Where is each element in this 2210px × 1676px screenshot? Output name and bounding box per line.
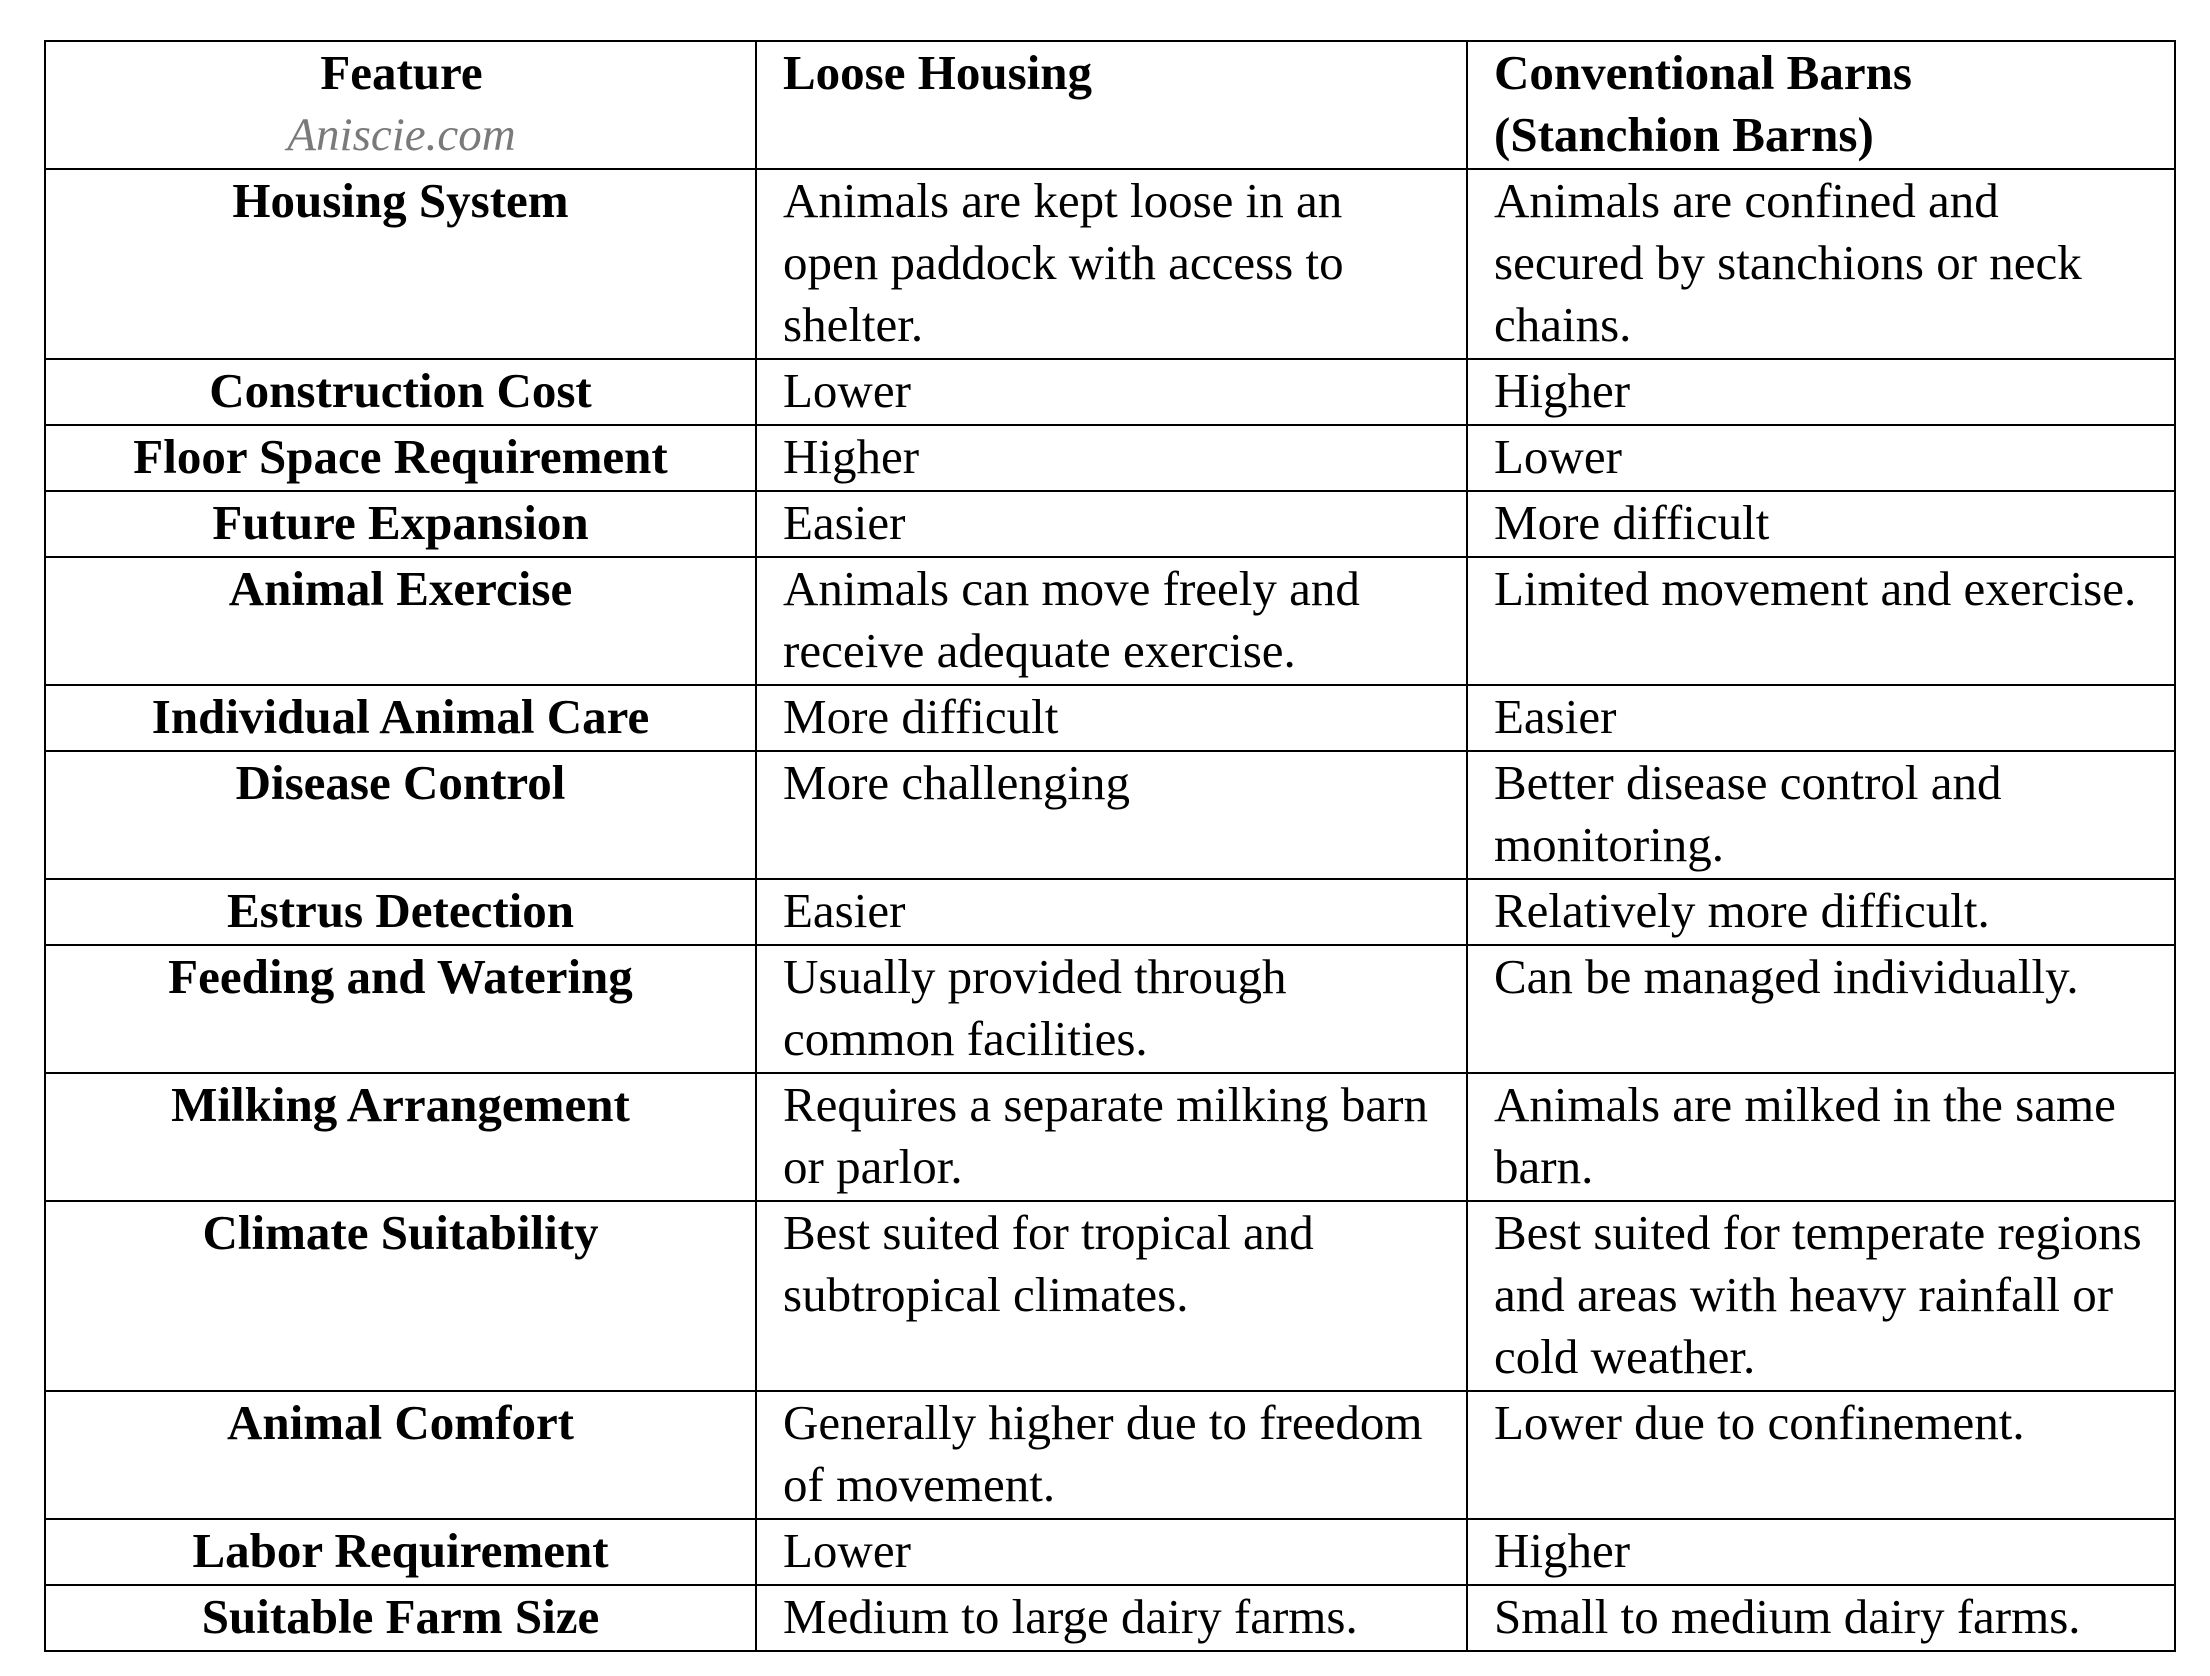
conventional-barns-cell: More difficult bbox=[1467, 491, 2175, 557]
table-row bbox=[45, 169, 2175, 359]
header-loose-label: Loose Housing bbox=[783, 45, 1093, 100]
feature-cell: Feeding and Watering bbox=[45, 945, 756, 1073]
conventional-barns-cell: Relatively more difficult. bbox=[1467, 879, 2175, 945]
conventional-barns-cell: Lower due to confinement. bbox=[1467, 1391, 2175, 1519]
conventional-barns-cell: Animals are milked in the same barn. bbox=[1467, 1073, 2175, 1201]
loose-housing-cell: Animals can move freely and receive adequate exercise. bbox=[756, 557, 1467, 685]
conventional-barns-cell: Easier bbox=[1467, 685, 2175, 751]
feature-cell: Labor Requirement bbox=[45, 1519, 756, 1585]
table-row bbox=[45, 1519, 2175, 1585]
conventional-barns-cell: Animals are confined and secured by stanchions or neck chains. bbox=[1467, 169, 2175, 359]
header-feature bbox=[45, 41, 756, 169]
table-row bbox=[45, 425, 2175, 491]
table-row bbox=[45, 685, 2175, 751]
conventional-barns-cell: Lower bbox=[1467, 425, 2175, 491]
table-header bbox=[45, 41, 2175, 169]
table-row bbox=[45, 359, 2175, 425]
loose-housing-cell: Higher bbox=[756, 425, 1467, 491]
comparison-table bbox=[44, 40, 2176, 1652]
conventional-barns-cell: Higher bbox=[1467, 359, 2175, 425]
feature-cell: Estrus Detection bbox=[45, 879, 756, 945]
table-row bbox=[45, 1201, 2175, 1391]
header-conventional-line2: (Stanchion Barns) bbox=[1494, 107, 1874, 162]
loose-housing-cell: Lower bbox=[756, 1519, 1467, 1585]
conventional-barns-cell: Best suited for temperate regions and areas with heavy rainfall or cold weather. bbox=[1467, 1201, 2175, 1391]
feature-cell: Future Expansion bbox=[45, 491, 756, 557]
table-row bbox=[45, 879, 2175, 945]
loose-housing-cell: Medium to large dairy farms. bbox=[756, 1585, 1467, 1651]
loose-housing-cell: Generally higher due to freedom of movement. bbox=[756, 1391, 1467, 1519]
loose-housing-cell: Requires a separate milking barn or parlor. bbox=[756, 1073, 1467, 1201]
loose-housing-cell: Easier bbox=[756, 491, 1467, 557]
feature-cell: Housing System bbox=[45, 169, 756, 359]
feature-cell: Construction Cost bbox=[45, 359, 756, 425]
feature-cell: Floor Space Requirement bbox=[45, 425, 756, 491]
conventional-barns-cell: Can be managed individually. bbox=[1467, 945, 2175, 1073]
loose-housing-cell: Usually provided through common facilities. bbox=[756, 945, 1467, 1073]
loose-housing-cell: Animals are kept loose in an open paddock with access to shelter. bbox=[756, 169, 1467, 359]
loose-housing-cell: More challenging bbox=[756, 751, 1467, 879]
loose-housing-cell: Easier bbox=[756, 879, 1467, 945]
header-row bbox=[45, 41, 2175, 169]
conventional-barns-cell: Limited movement and exercise. bbox=[1467, 557, 2175, 685]
conventional-barns-cell: Better disease control and monitoring. bbox=[1467, 751, 2175, 879]
feature-cell: Disease Control bbox=[45, 751, 756, 879]
feature-cell: Animal Exercise bbox=[45, 557, 756, 685]
feature-cell: Climate Suitability bbox=[45, 1201, 756, 1391]
feature-cell: Suitable Farm Size bbox=[45, 1585, 756, 1651]
table-row bbox=[45, 751, 2175, 879]
table-row bbox=[45, 1585, 2175, 1651]
feature-cell: Animal Comfort bbox=[45, 1391, 756, 1519]
loose-housing-cell: More difficult bbox=[756, 685, 1467, 751]
table-body bbox=[45, 169, 2175, 1651]
feature-cell: Individual Animal Care bbox=[45, 685, 756, 751]
loose-housing-cell: Best suited for tropical and subtropical climates. bbox=[756, 1201, 1467, 1391]
table-row bbox=[45, 1073, 2175, 1201]
header-conventional-line1: Conventional Barns bbox=[1494, 45, 1912, 100]
table-row bbox=[45, 491, 2175, 557]
header-conventional-barns bbox=[1467, 41, 2175, 169]
header-feature-label: Feature bbox=[320, 45, 483, 100]
watermark-text: Aniscie.com bbox=[287, 109, 516, 161]
table-row bbox=[45, 945, 2175, 1073]
header-loose-housing bbox=[756, 41, 1467, 169]
table-row bbox=[45, 557, 2175, 685]
table-row bbox=[45, 1391, 2175, 1519]
conventional-barns-cell: Higher bbox=[1467, 1519, 2175, 1585]
loose-housing-cell: Lower bbox=[756, 359, 1467, 425]
conventional-barns-cell: Small to medium dairy farms. bbox=[1467, 1585, 2175, 1651]
feature-cell: Milking Arrangement bbox=[45, 1073, 756, 1201]
